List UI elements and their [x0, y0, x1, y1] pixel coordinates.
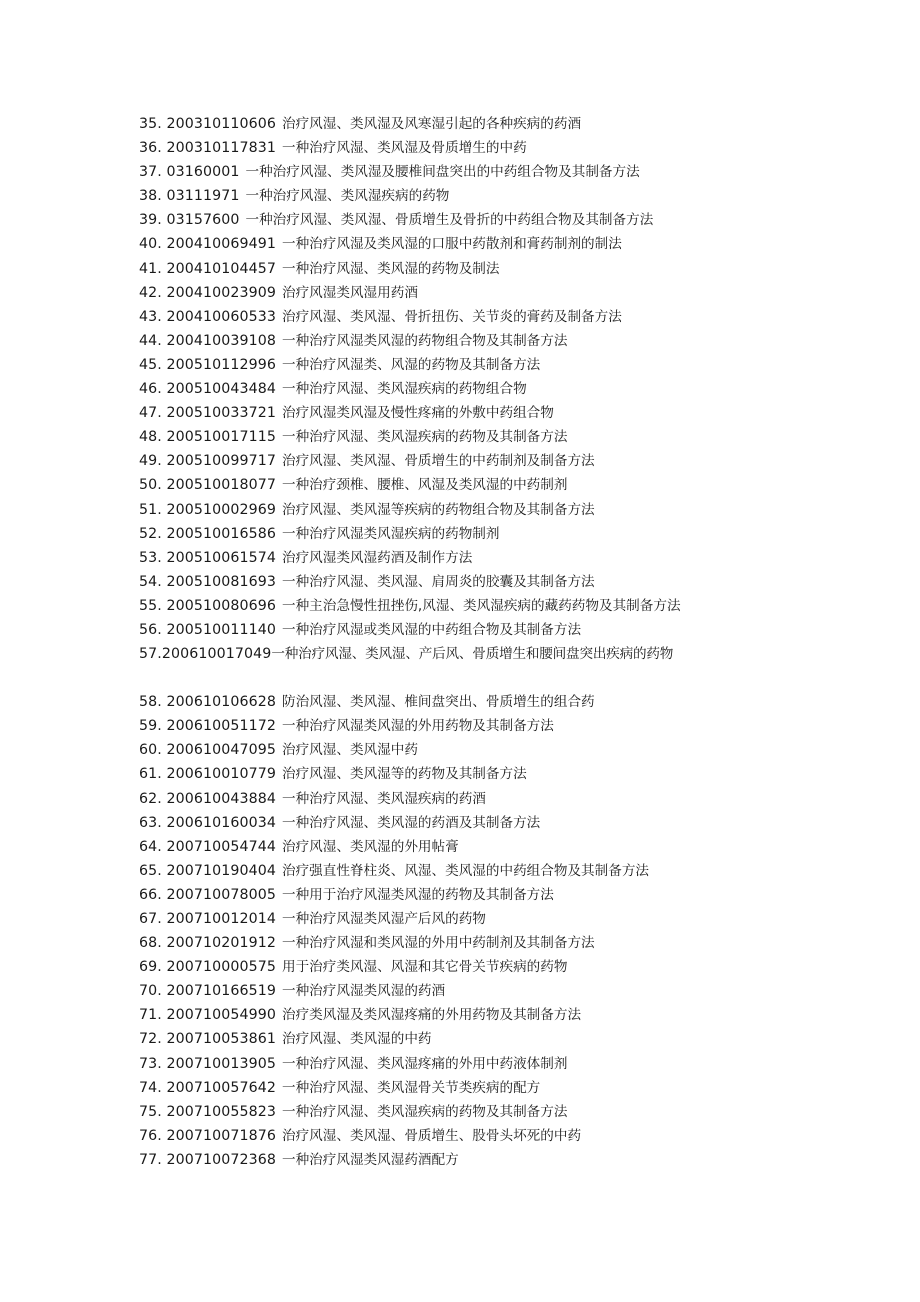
patent-number: 72. 200710053861 [139, 1031, 276, 1048]
patent-title: 一种治疗风湿、类风湿及腰椎间盘突出的中药组合物及其制备方法 [245, 164, 640, 181]
list-item [139, 762, 799, 786]
group-spacer [139, 666, 799, 690]
list-item [139, 498, 799, 522]
list-item [139, 522, 799, 546]
patent-title: 治疗风湿、类风湿、骨质增生、股骨头坏死的中药 [282, 1127, 582, 1144]
patent-title: 一种治疗风湿、类风湿骨关节类疾病的配方 [282, 1079, 541, 1096]
patent-number: 45. 200510112996 [139, 356, 276, 373]
patent-title: 治疗风湿类风湿用药酒 [282, 284, 418, 301]
patent-number: 36. 200310117831 [139, 140, 276, 157]
list-item [139, 136, 799, 160]
patent-number: 48. 200510017115 [139, 429, 276, 446]
patent-title: 一种治疗风湿、类风湿疾病的药物 [245, 188, 450, 205]
patent-title: 一种治疗风湿、类风湿疾病的药物及其制备方法 [282, 1103, 568, 1120]
patent-title: 治疗风湿、类风湿等疾病的药物组合物及其制备方法 [282, 501, 595, 518]
list-item [139, 714, 799, 738]
patent-number: 68. 200710201912 [139, 935, 276, 952]
list-item [139, 931, 799, 955]
patent-title: 一种治疗风湿及类风湿的口服中药散剂和膏药制剂的制法 [282, 236, 622, 253]
patent-title: 一种治疗风湿、类风湿疼痛的外用中药液体制剂 [282, 1055, 568, 1072]
list-item [139, 329, 799, 353]
patent-number: 47. 200510033721 [139, 405, 276, 422]
list-item [139, 835, 799, 859]
patent-title: 一种治疗风湿、类风湿、肩周炎的胶囊及其制备方法 [282, 573, 595, 590]
patent-title: 一种治疗风湿、类风湿疾病的药物及其制备方法 [282, 429, 568, 446]
list-item [139, 1100, 799, 1124]
list-item [139, 281, 799, 305]
list-item [139, 377, 799, 401]
patent-title: 一种治疗风湿、类风湿、产后风、骨质增生和腰间盘突出疾病的药物 [271, 646, 674, 663]
patent-title: 一种治疗风湿、类风湿疾病的药酒 [282, 790, 486, 807]
patent-title: 一种治疗风湿和类风湿的外用中药制剂及其制备方法 [282, 935, 595, 952]
list-item [139, 208, 799, 232]
patent-title: 一种治疗风湿类风湿的外用药物及其制备方法 [282, 718, 554, 735]
patent-number: 76. 200710071876 [139, 1127, 276, 1144]
list-item [139, 473, 799, 497]
patent-title: 一种治疗风湿类、风湿的药物及其制备方法 [282, 356, 541, 373]
patent-title: 治疗风湿、类风湿的中药 [282, 1031, 432, 1048]
patent-title: 治疗风湿类风湿及慢性疼痛的外敷中药组合物 [282, 405, 554, 422]
patent-number: 35. 200310110606 [139, 116, 276, 132]
list-item [139, 1148, 799, 1172]
list-item [139, 859, 799, 883]
patent-number: 49. 200510099717 [139, 453, 276, 470]
list-item [139, 955, 799, 979]
patent-title: 一种治疗风湿、类风湿的药物及制法 [282, 260, 500, 277]
patent-title: 治疗风湿、类风湿的外用帖膏 [282, 838, 459, 855]
patent-number: 37. 03160001 [139, 164, 240, 181]
patent-list [139, 112, 799, 1172]
patent-number: 52. 200510016586 [139, 525, 276, 542]
patent-title: 一种治疗风湿类风湿的药物组合物及其制备方法 [282, 332, 568, 349]
list-item [139, 907, 799, 931]
patent-title: 一种治疗风湿类风湿药酒配方 [282, 1151, 459, 1168]
patent-title: 一种治疗颈椎、腰椎、风湿及类风湿的中药制剂 [282, 477, 568, 494]
patent-title: 治疗强直性脊柱炎、风湿、类风湿的中药组合物及其制备方法 [282, 862, 650, 879]
list-item [139, 570, 799, 594]
patent-number: 53. 200510061574 [139, 549, 276, 566]
patent-number: 61. 200610010779 [139, 766, 276, 783]
patent-number: 56. 200510011140 [139, 621, 276, 638]
list-item [139, 401, 799, 425]
list-item [139, 353, 799, 377]
list-item [139, 1003, 799, 1027]
patent-title: 治疗风湿、类风湿、骨质增生的中药制剂及制备方法 [282, 453, 595, 470]
patent-number: 46. 200510043484 [139, 381, 276, 398]
patent-title: 一种治疗风湿、类风湿的药酒及其制备方法 [282, 814, 541, 831]
patent-number: 62. 200610043884 [139, 790, 276, 807]
patent-title: 一种治疗风湿、类风湿疾病的药物组合物 [282, 381, 527, 398]
list-item [139, 1052, 799, 1076]
patent-title: 一种治疗风湿类风湿的药酒 [282, 983, 446, 1000]
patent-number: 50. 200510018077 [139, 477, 276, 494]
patent-number: 40. 200410069491 [139, 236, 276, 253]
list-item [139, 449, 799, 473]
patent-title: 一种治疗风湿类风湿产后风的药物 [282, 911, 486, 927]
list-item [139, 1027, 799, 1051]
patent-number: 77. 200710072368 [139, 1151, 276, 1168]
patent-title: 一种治疗风湿或类风湿的中药组合物及其制备方法 [282, 621, 582, 638]
patent-number: 64. 200710054744 [139, 838, 276, 855]
list-item [139, 618, 799, 642]
list-item [139, 1124, 799, 1148]
patent-number: 42. 200410023909 [139, 284, 276, 301]
patent-number: 67. 200710012014 [139, 911, 276, 927]
patent-number: 38. 03111971 [139, 188, 240, 205]
patent-title: 一种治疗风湿类风湿疾病的药物制剂 [282, 525, 500, 542]
patent-number: 75. 200710055823 [139, 1103, 276, 1120]
patent-number: 51. 200510002969 [139, 501, 276, 518]
list-item [139, 642, 799, 666]
patent-number: 44. 200410039108 [139, 332, 276, 349]
patent-title: 治疗风湿、类风湿及风寒湿引起的各种疾病的药酒 [282, 116, 582, 132]
patent-title: 治疗风湿、类风湿中药 [282, 742, 418, 759]
patent-number: 63. 200610160034 [139, 814, 276, 831]
patent-number: 41. 200410104457 [139, 260, 276, 277]
patent-number: 69. 200710000575 [139, 959, 276, 976]
list-item [139, 305, 799, 329]
patent-number: 59. 200610051172 [139, 718, 276, 735]
list-item [139, 112, 799, 136]
patent-title: 治疗风湿、类风湿等的药物及其制备方法 [282, 766, 527, 783]
patent-number: 39. 03157600 [139, 212, 240, 229]
patent-title: 防治风湿、类风湿、椎间盘突出、骨质增生的组合药 [282, 694, 595, 711]
patent-number: 57.200610017049 [139, 646, 272, 663]
patent-number: 55. 200510080696 [139, 597, 276, 614]
patent-title: 治疗风湿类风湿药酒及制作方法 [282, 549, 473, 566]
list-item [139, 184, 799, 208]
patent-title: 一种治疗风湿、类风湿及骨质增生的中药 [282, 140, 527, 157]
patent-title: 一种主治急慢性扭挫伤,风湿、类风湿疾病的藏药药物及其制备方法 [282, 597, 681, 614]
list-item [139, 257, 799, 281]
list-item [139, 690, 799, 714]
patent-number: 73. 200710013905 [139, 1055, 276, 1072]
patent-title: 一种用于治疗风湿类风湿的药物及其制备方法 [282, 886, 554, 903]
list-item [139, 1076, 799, 1100]
list-item [139, 811, 799, 835]
patent-number: 54. 200510081693 [139, 573, 276, 590]
patent-number: 60. 200610047095 [139, 742, 276, 759]
list-item [139, 883, 799, 907]
patent-title: 用于治疗类风湿、风湿和其它骨关节疾病的药物 [282, 959, 568, 976]
list-item [139, 787, 799, 811]
patent-number: 43. 200410060533 [139, 308, 276, 325]
patent-title: 一种治疗风湿、类风湿、骨质增生及骨折的中药组合物及其制备方法 [245, 212, 654, 229]
patent-title: 治疗类风湿及类风湿疼痛的外用药物及其制备方法 [282, 1007, 582, 1024]
patent-number: 58. 200610106628 [139, 694, 276, 711]
list-item [139, 979, 799, 1003]
list-item [139, 546, 799, 570]
list-item [139, 594, 799, 618]
patent-number: 74. 200710057642 [139, 1079, 276, 1096]
patent-number: 65. 200710190404 [139, 862, 276, 879]
patent-number: 71. 200710054990 [139, 1007, 276, 1024]
patent-number: 66. 200710078005 [139, 886, 276, 903]
patent-title: 治疗风湿、类风湿、骨折扭伤、关节炎的膏药及制备方法 [282, 308, 622, 325]
list-item [139, 425, 799, 449]
list-item [139, 738, 799, 762]
list-item [139, 232, 799, 256]
patent-number: 70. 200710166519 [139, 983, 276, 1000]
list-item [139, 160, 799, 184]
